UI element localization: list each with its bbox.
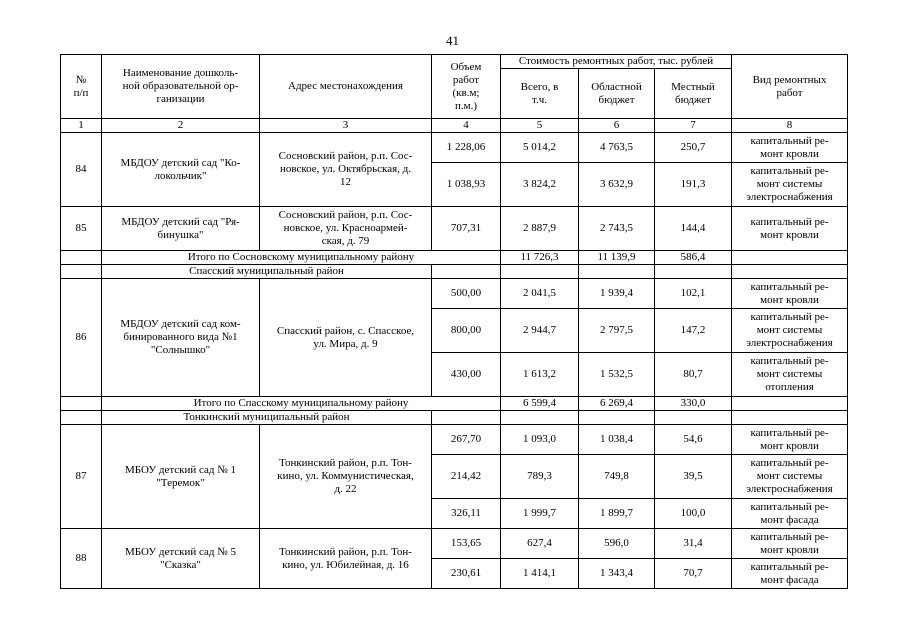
organization-address: Спасский район, с. Спасское, ул. Мира, д. 9 — [260, 279, 432, 397]
work-type: капитальный ре- монт системы электроснабжения — [732, 455, 848, 499]
column-number: 8 — [732, 119, 848, 133]
table-row — [61, 207, 848, 251]
district-total-row — [61, 397, 848, 411]
cost-regional: 1 038,4 — [579, 425, 655, 455]
entry-number: 86 — [61, 279, 102, 397]
column-number: 4 — [432, 119, 501, 133]
cost-local: 70,7 — [655, 559, 732, 589]
cost-regional: 749,8 — [579, 455, 655, 499]
entry-number: 85 — [61, 207, 102, 251]
cost-regional: 1 343,4 — [579, 559, 655, 589]
total-local: 330,0 — [655, 397, 732, 411]
header-cost-group: Стоимость ремонтных работ, тыс. рублей — [501, 55, 732, 69]
total-local: 586,4 — [655, 251, 732, 265]
column-number: 3 — [260, 119, 432, 133]
column-number: 1 — [61, 119, 102, 133]
entry-number: 84 — [61, 133, 102, 207]
work-type: капитальный ре- монт системы электроснабжения — [732, 163, 848, 207]
total-regional: 6 269,4 — [579, 397, 655, 411]
column-number: 2 — [102, 119, 260, 133]
header-address: Адрес местонахождения — [260, 55, 432, 119]
work-volume: 230,61 — [432, 559, 501, 589]
cost-local: 147,2 — [655, 309, 732, 353]
cost-regional: 1 532,5 — [579, 353, 655, 397]
work-volume: 430,00 — [432, 353, 501, 397]
work-type: капитальный ре- монт системы отопления — [732, 353, 848, 397]
work-type: капитальный ре- монт фасада — [732, 499, 848, 529]
column-number: 5 — [501, 119, 579, 133]
work-type: капитальный ре- монт кровли — [732, 207, 848, 251]
district-total-label: Итого по Сосновскому муниципальному району — [102, 251, 501, 265]
district-total-label: Итого по Спасскому муниципальному району — [102, 397, 501, 411]
cost-total: 5 014,2 — [501, 133, 579, 163]
cost-regional: 1 939,4 — [579, 279, 655, 309]
cost-total: 1 093,0 — [501, 425, 579, 455]
table-row — [61, 133, 848, 163]
header-regional: Областной бюджет — [579, 69, 655, 119]
repair-works-table — [60, 54, 848, 589]
work-volume: 326,11 — [432, 499, 501, 529]
cost-total: 1 414,1 — [501, 559, 579, 589]
header-local: Местный бюджет — [655, 69, 732, 119]
header-total: Всего, в т.ч. — [501, 69, 579, 119]
organization-name: МБДОУ детский сад "Ря- бинушка" — [102, 207, 260, 251]
cost-total: 1 999,7 — [501, 499, 579, 529]
column-number: 7 — [655, 119, 732, 133]
work-volume: 153,65 — [432, 529, 501, 559]
cost-local: 39,5 — [655, 455, 732, 499]
cost-local: 100,0 — [655, 499, 732, 529]
column-numbers-row — [61, 119, 848, 133]
organization-address: Сосновский район, р.п. Сос- новское, ул. Красноармей- ская, д. 79 — [260, 207, 432, 251]
work-type: капитальный ре- монт кровли — [732, 133, 848, 163]
work-volume: 1 038,93 — [432, 163, 501, 207]
work-type: капитальный ре- монт кровли — [732, 425, 848, 455]
cost-total: 2 041,5 — [501, 279, 579, 309]
work-volume: 800,00 — [432, 309, 501, 353]
cost-total: 789,3 — [501, 455, 579, 499]
header-name: Наименование дошколь- ной образовательной ор- ганизации — [102, 55, 260, 119]
district-heading-row — [61, 411, 848, 425]
total-regional: 11 139,9 — [579, 251, 655, 265]
table-row — [61, 279, 848, 309]
cost-local: 54,6 — [655, 425, 732, 455]
total-sum: 6 599,4 — [501, 397, 579, 411]
cost-total: 3 824,2 — [501, 163, 579, 207]
cost-total: 1 613,2 — [501, 353, 579, 397]
work-type: капитальный ре- монт кровли — [732, 279, 848, 309]
work-type: капитальный ре- монт фасада — [732, 559, 848, 589]
work-volume: 267,70 — [432, 425, 501, 455]
cost-regional: 596,0 — [579, 529, 655, 559]
cost-regional: 1 899,7 — [579, 499, 655, 529]
organization-address: Тонкинский район, р.п. Тон- кино, ул. Юбилейная, д. 16 — [260, 529, 432, 589]
work-type: капитальный ре- монт системы электроснабжения — [732, 309, 848, 353]
total-sum: 11 726,3 — [501, 251, 579, 265]
district-heading: Спасский муниципальный район — [102, 265, 432, 279]
cost-regional: 4 763,5 — [579, 133, 655, 163]
district-heading-row — [61, 265, 848, 279]
entry-number: 88 — [61, 529, 102, 589]
organization-address: Тонкинский район, р.п. Тон- кино, ул. Коммунистическая, д. 22 — [260, 425, 432, 529]
column-number: 6 — [579, 119, 655, 133]
cost-total: 627,4 — [501, 529, 579, 559]
organization-name: МБДОУ детский сад ком- бинированного вида №1 "Солнышко" — [102, 279, 260, 397]
cost-local: 80,7 — [655, 353, 732, 397]
cost-regional: 2 743,5 — [579, 207, 655, 251]
cost-local: 250,7 — [655, 133, 732, 163]
cost-regional: 2 797,5 — [579, 309, 655, 353]
entry-number: 87 — [61, 425, 102, 529]
cost-local: 144,4 — [655, 207, 732, 251]
cost-local: 31,4 — [655, 529, 732, 559]
work-volume: 707,31 — [432, 207, 501, 251]
table-row — [61, 529, 848, 559]
work-volume: 500,00 — [432, 279, 501, 309]
table-row — [61, 425, 848, 455]
header-num: № п/п — [61, 55, 102, 119]
page-number: 41 — [446, 33, 459, 48]
work-volume: 1 228,06 — [432, 133, 501, 163]
header-volume: Объем работ (кв.м; п.м.) — [432, 55, 501, 119]
cost-total: 2 887,9 — [501, 207, 579, 251]
cost-total: 2 944,7 — [501, 309, 579, 353]
organization-name: МБОУ детский сад № 5 "Сказка" — [102, 529, 260, 589]
district-heading: Тонкинский муниципальный район — [102, 411, 432, 425]
organization-name: МБДОУ детский сад "Ко- локольчик" — [102, 133, 260, 207]
organization-name: МБОУ детский сад № 1 "Теремок" — [102, 425, 260, 529]
cost-local: 191,3 — [655, 163, 732, 207]
district-total-row — [61, 251, 848, 265]
work-volume: 214,42 — [432, 455, 501, 499]
work-type: капитальный ре- монт кровли — [732, 529, 848, 559]
cost-regional: 3 632,9 — [579, 163, 655, 207]
header-work-type: Вид ремонтных работ — [732, 55, 848, 119]
cost-local: 102,1 — [655, 279, 732, 309]
organization-address: Сосновский район, р.п. Сос- новское, ул. Октябрьская, д. 12 — [260, 133, 432, 207]
